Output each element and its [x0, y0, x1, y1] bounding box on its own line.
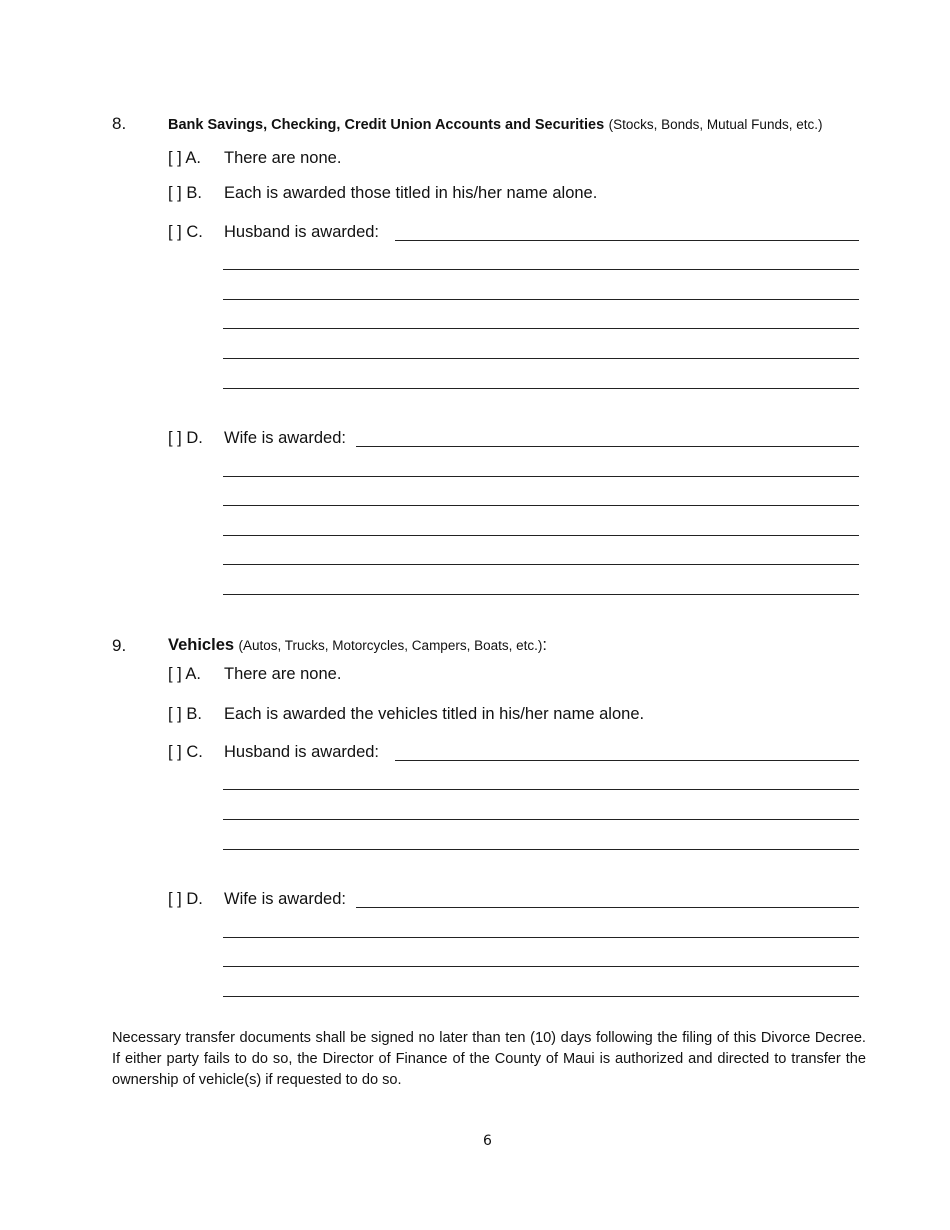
page-number: 6	[483, 1133, 492, 1149]
checkbox-8d[interactable]: [ ] D.	[168, 429, 203, 447]
fill-line-9d[interactable]	[223, 996, 859, 997]
section-8-heading	[168, 116, 822, 134]
section-9-option-c[interactable]	[168, 743, 379, 762]
checkbox-8c[interactable]: [ ] C.	[168, 223, 203, 241]
section-8-option-b[interactable]	[168, 184, 597, 203]
fill-line-8c[interactable]	[223, 358, 859, 359]
option-8b-label: Each is awarded those titled in his/her name alone.	[224, 184, 598, 202]
fill-line-8d[interactable]	[223, 535, 859, 536]
fill-line-8c-first[interactable]	[395, 240, 859, 241]
fill-line-9d-first[interactable]	[356, 907, 859, 908]
checkbox-9c[interactable]: [ ] C.	[168, 743, 203, 761]
checkbox-9d[interactable]: [ ] D.	[168, 890, 203, 908]
fill-line-8c[interactable]	[223, 388, 859, 389]
checkbox-9a[interactable]: [ ] A.	[168, 665, 202, 683]
fill-line-8d-first[interactable]	[356, 446, 859, 447]
section-8-option-a[interactable]	[168, 149, 341, 168]
fill-line-9c[interactable]	[223, 849, 859, 850]
fill-line-8d[interactable]	[223, 564, 859, 565]
option-8c-label: Husband is awarded:	[224, 223, 380, 241]
section-9-subtitle: (Autos, Trucks, Motorcycles, Campers, Boats, etc.)	[238, 638, 543, 653]
section-8-number: 8.	[112, 114, 127, 133]
checkbox-9b[interactable]: [ ] B.	[168, 705, 202, 723]
fill-line-9d[interactable]	[223, 966, 859, 967]
section-9-option-d[interactable]	[168, 890, 346, 909]
option-9d-label: Wife is awarded:	[224, 890, 346, 908]
section-8-subtitle: (Stocks, Bonds, Mutual Funds, etc.)	[608, 117, 823, 132]
fill-line-9c[interactable]	[223, 819, 859, 820]
section-8-option-d[interactable]	[168, 429, 346, 448]
option-9c-label: Husband is awarded:	[224, 743, 380, 761]
section-9-title: Vehicles	[168, 636, 235, 654]
fill-line-9d[interactable]	[223, 937, 859, 938]
transfer-paragraph: Necessary transfer documents shall be signed no later than ten (10) days following the filing of this Divorce Decree. If either party fails to do so, the Director of Finance of the County of Maui is authorized and directed to transfer the ownership of vehicle(s) if requested to do so.	[112, 1030, 866, 1088]
section-9-colon: :	[542, 636, 547, 654]
option-9b-label: Each is awarded the vehicles titled in his/her name alone.	[224, 705, 645, 723]
fill-line-8c[interactable]	[223, 269, 859, 270]
section-8-title: Bank Savings, Checking, Credit Union Accounts and Securities	[168, 117, 605, 133]
fill-line-8d[interactable]	[223, 505, 859, 506]
option-8d-label: Wife is awarded:	[224, 429, 346, 447]
section-8-option-c[interactable]	[168, 223, 379, 242]
section-9-option-b[interactable]	[168, 705, 644, 724]
option-9a-label: There are none.	[224, 665, 342, 683]
fill-line-8d[interactable]	[223, 476, 859, 477]
section-9-number: 9.	[112, 636, 127, 655]
option-8a-label: There are none.	[224, 149, 342, 167]
fill-line-8c[interactable]	[223, 299, 859, 300]
checkbox-8a[interactable]: [ ] A.	[168, 149, 202, 167]
fill-line-9c[interactable]	[223, 789, 859, 790]
fill-line-8d[interactable]	[223, 594, 859, 595]
fill-line-8c[interactable]	[223, 328, 859, 329]
fill-line-9c-first[interactable]	[395, 760, 859, 761]
checkbox-8b[interactable]: [ ] B.	[168, 184, 202, 202]
section-9-option-a[interactable]	[168, 665, 341, 684]
section-9-heading	[168, 636, 547, 655]
